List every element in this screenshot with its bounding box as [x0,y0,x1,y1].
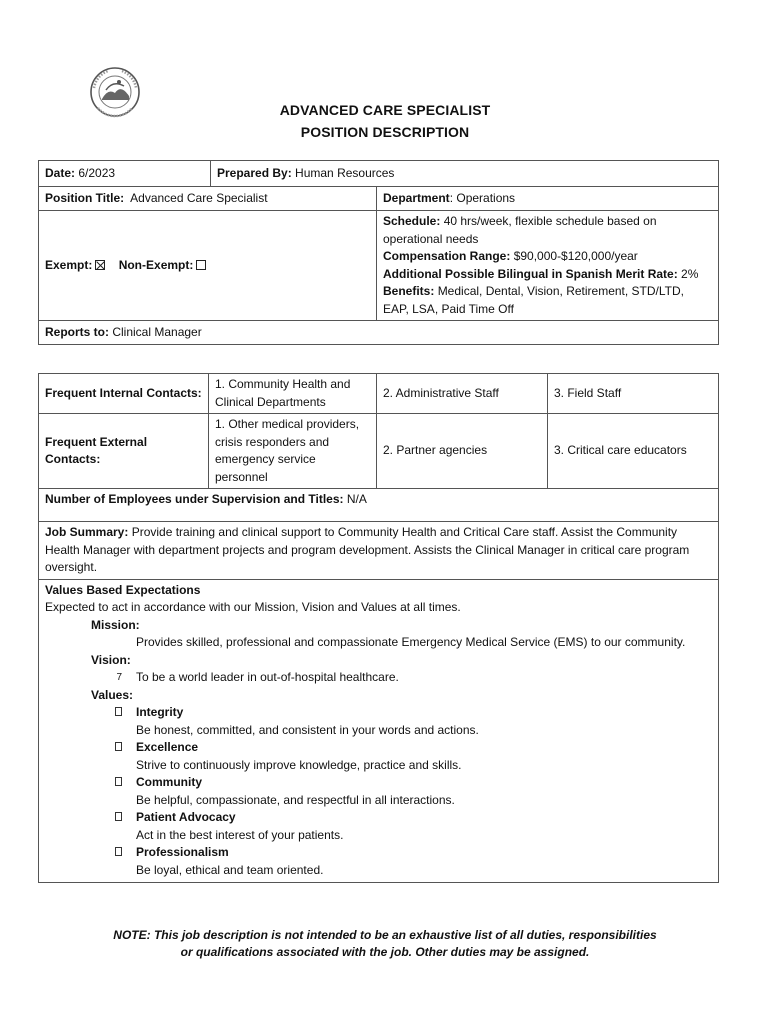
job-summary-cell: Job Summary: Provide training and clinical support to Community Health and Critical Care staff. Assist the Community Health Manager with department projects and program development. Assists the Clinical Manager in critical care program oversight. [39,522,719,580]
mission-label: Mission: [91,617,140,632]
bullet-box-icon [115,812,122,821]
reports-to-cell: Reports to: Clinical Manager [39,321,719,345]
exemption-cell: Exempt: Non-Exempt: [39,211,377,321]
vision-label: Vision: [91,652,131,667]
date-cell: Date: 6/2023 [39,161,211,187]
document-subtitle: POSITION DESCRIPTION [300,124,470,140]
internal-contact-3: 3. Field Staff [548,374,719,414]
value-item-patient-advocacy: Patient Advocacy [45,809,712,827]
external-contact-1: 1. Other medical providers, crisis responders and emergency service personnel [209,414,377,489]
bilingual-merit-value: 2% [681,266,699,281]
prepared-by-value: Human Resources [295,165,395,180]
job-details-table [38,373,719,883]
internal-contact-2: 2. Administrative Staff [377,374,548,414]
disclaimer-note-line2: or qualifications associated with the job. Other duties may be assigned. [180,945,590,959]
disclaimer-note-line1: NOTE: This job description is not intended to be an exhaustive list of all duties, responsibilities [113,928,657,942]
value-item-excellence: Excellence [45,739,712,757]
value-text: Be honest, committed, and consistent in your words and actions. [136,722,479,737]
date-value: 6/2023 [78,165,116,180]
prepared-by-cell: Prepared By: Human Resources [211,161,719,187]
position-info-table [38,160,719,345]
external-contact-2: 2. Partner agencies [377,414,548,489]
department-value: : Operations [449,190,516,205]
exempt-checkbox-checked [95,260,105,270]
compensation-value: $90,000-$120,000/year [513,249,638,263]
department-cell: Department: Operations [377,187,719,211]
value-item-community: Community [45,774,712,792]
mission-text: Provides skilled, professional and compassionate Emergency Medical Service (EMS) to our community. [136,635,686,649]
value-text: Strive to continuously improve knowledge, practice and skills. [136,757,462,772]
bullet-box-icon [115,742,122,751]
document-title: ADVANCED CARE SPECIALIST [279,102,491,118]
bullet-box-icon [115,847,122,856]
position-title-value: Advanced Care Specialist [130,190,268,205]
value-text: Act in the best interest of your patients. [136,827,344,842]
vision-text: To be a world leader in out-of-hospital healthcare. [136,670,399,684]
employees-supervised-value: N/A [346,492,367,506]
values-intro: Expected to act in accordance with our Mission, Vision and Values at all times. [45,600,461,614]
employees-supervised-cell: Number of Employees under Supervision and Titles: N/A [39,489,719,522]
reports-to-value: Clinical Manager [112,324,202,339]
internal-contact-1: 1. Community Health and Clinical Departments [209,374,377,414]
schedule-value: 40 hrs/week, flexible schedule based on operational needs [383,214,657,246]
internal-contacts-label: Frequent Internal Contacts: [39,374,209,414]
external-contacts-label: Frequent External Contacts: [39,414,209,489]
job-summary-text: Provide training and clinical support to Community Health and Critical Care staff. Assist the Community Health Manager with department projects and program development. Assists the Clinical Manager in critical care program oversight. [45,525,690,574]
non-exempt-checkbox-unchecked [196,260,206,270]
position-title-cell: Position Title: Advanced Care Specialist [39,187,377,211]
values-heading: Values Based Expectations [45,582,201,597]
bullet-box-icon [115,777,122,786]
external-contact-3: 3. Critical care educators [548,414,719,489]
value-item-professionalism: Professionalism [45,844,712,862]
vision-item [45,669,712,687]
value-item-integrity: Integrity [45,704,712,722]
benefits-value: Medical, Dental, Vision, Retirement, STD/LTD, EAP, LSA, Paid Time Off [383,284,684,316]
vision-bullet: 7 [116,672,122,683]
value-text: Be helpful, compassionate, and respectful in all interactions. [136,792,455,807]
bullet-box-icon [115,707,122,716]
values-expectations-cell [39,579,719,883]
values-label: Values: [91,687,134,702]
value-text: Be loyal, ethical and team oriented. [136,862,324,877]
compensation-cell: Schedule: 40 hrs/week, flexible schedule based on operational needs Compensation Range: $90,000-$120,000/year Additional Possible Bilingual in Spanish Merit Rate: 2% Benefits: Medical, Dental, Vision, Retirement, STD/LTD, EAP, LSA, Paid Time Off [377,211,719,321]
